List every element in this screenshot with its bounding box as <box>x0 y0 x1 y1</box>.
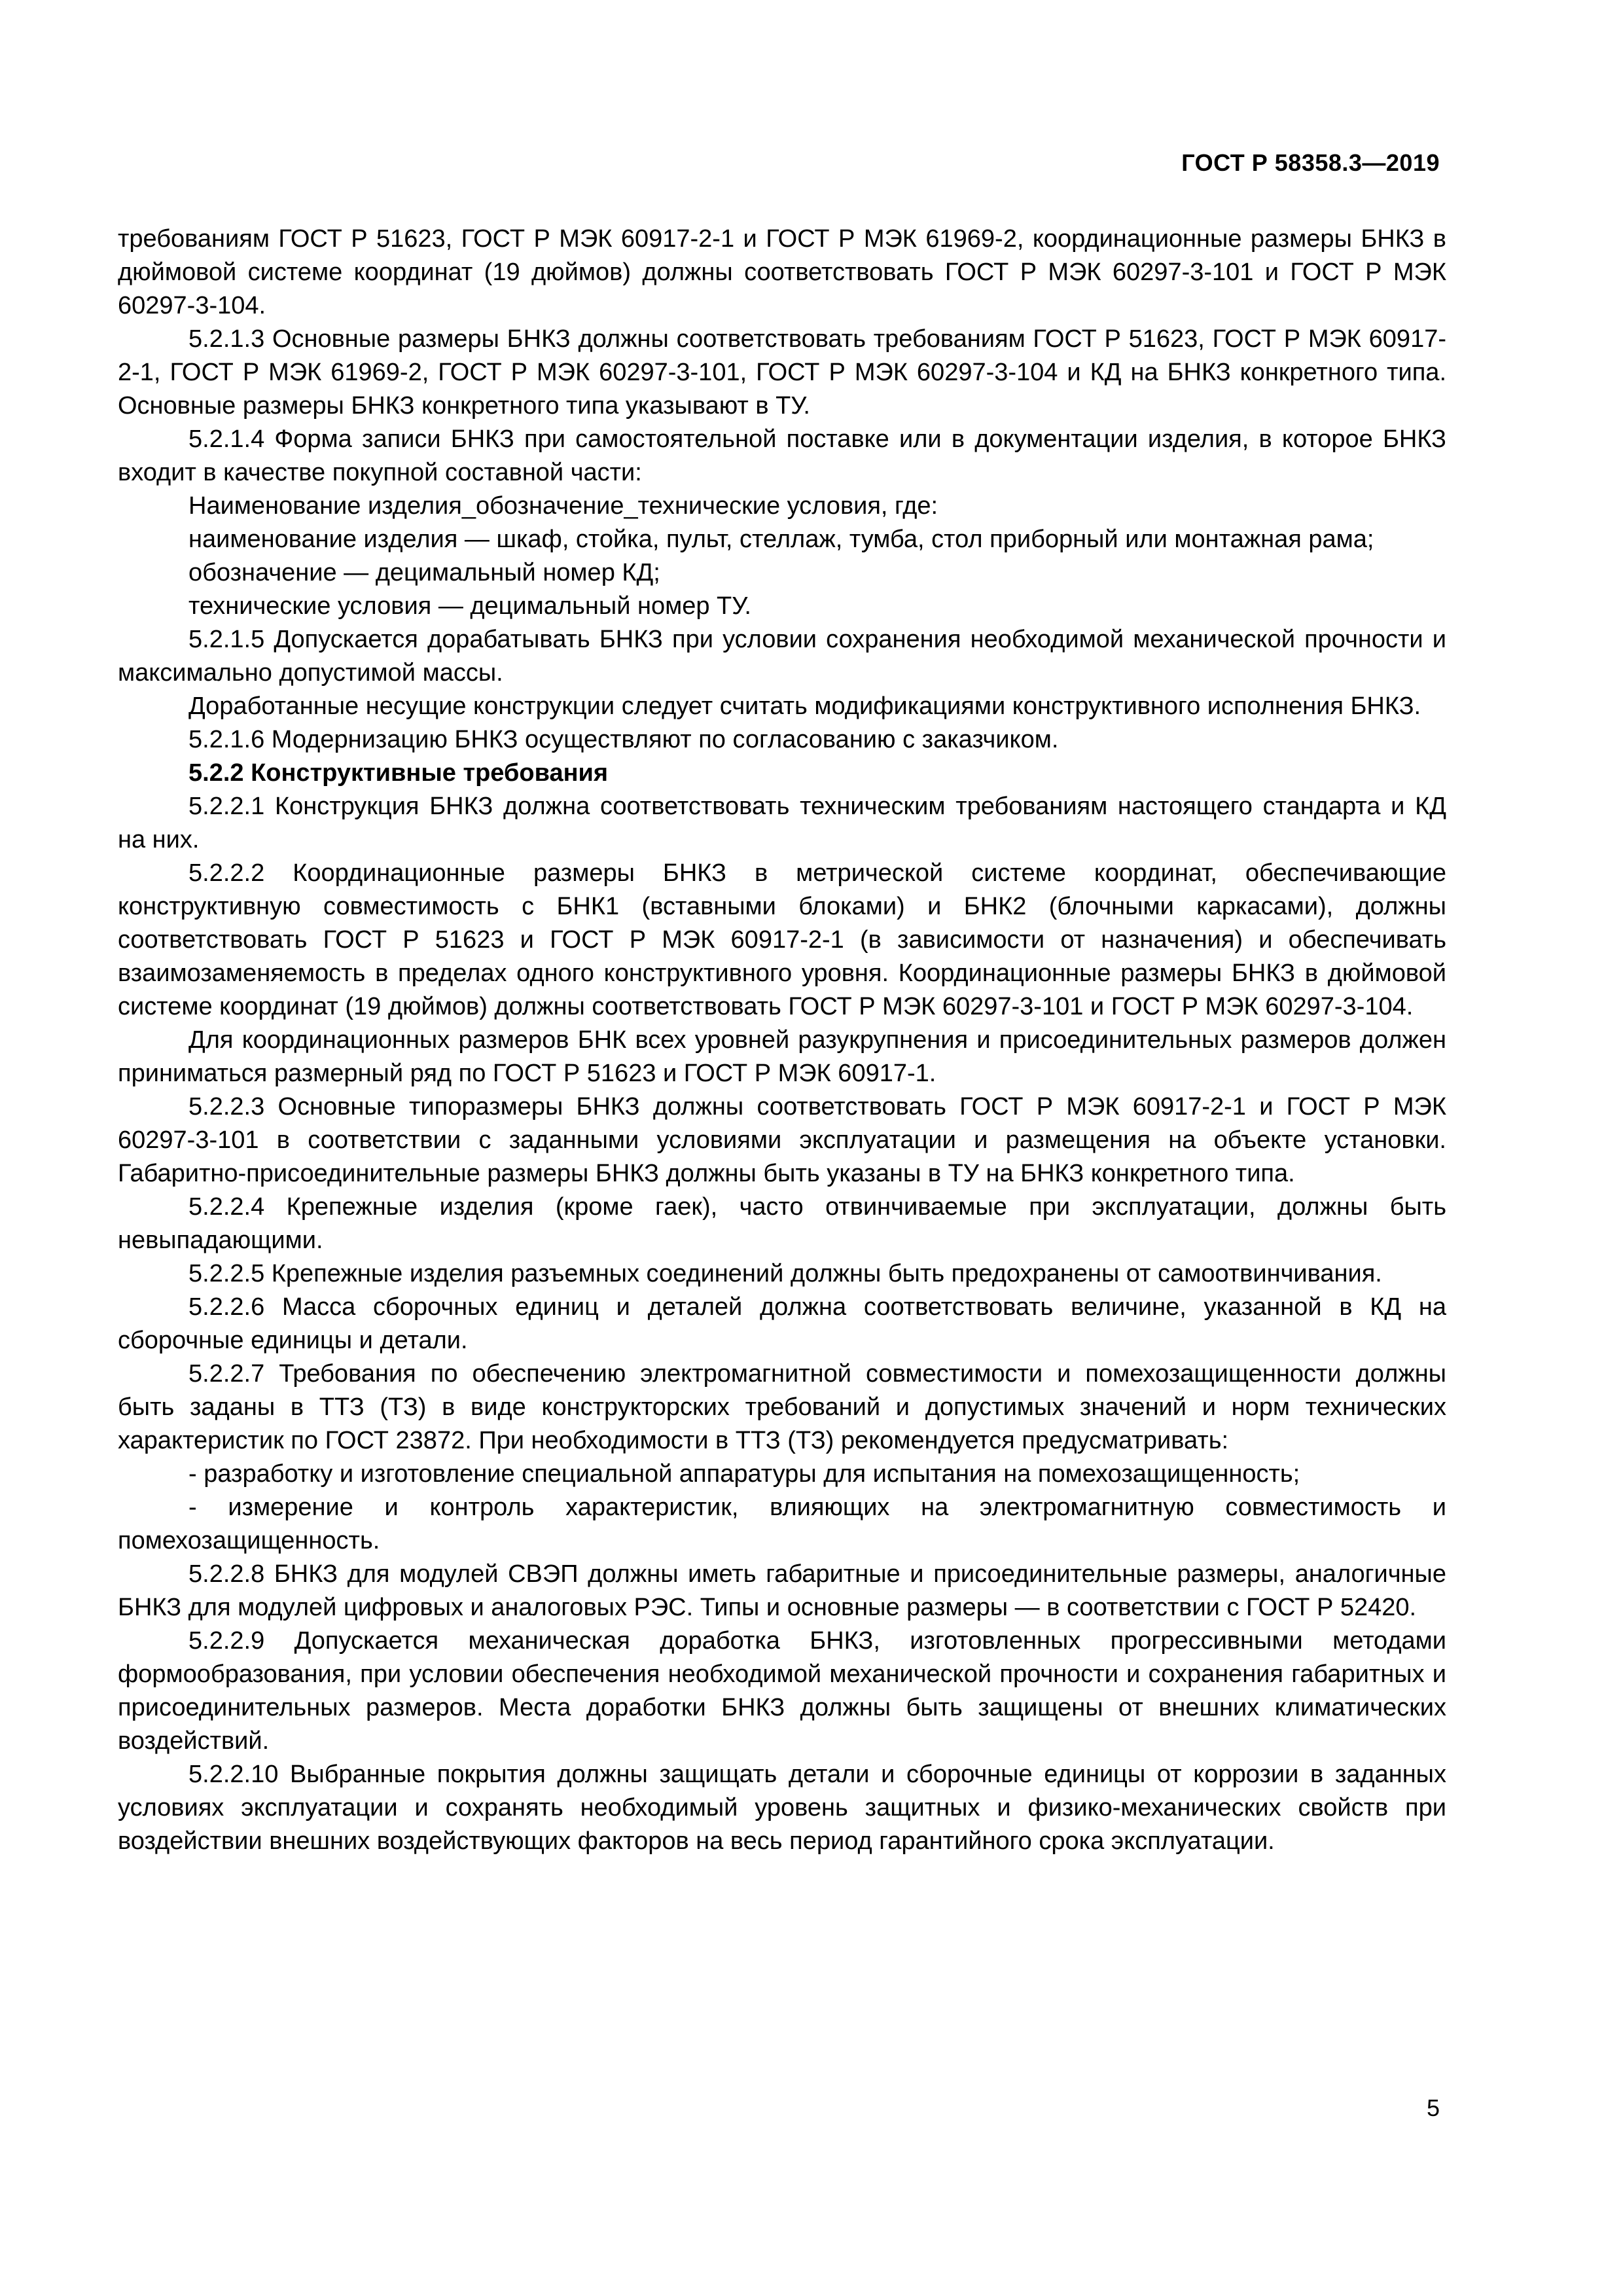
list-item: - разработку и изготовление специальной аппаратуры для испытания на помехозащищенность; <box>188 1460 1300 1488</box>
paragraph: наименование изделия — шкаф, стойка, пульт, стеллаж, тумба, стол приборный или монтажная рама; <box>188 526 1374 553</box>
document-body <box>118 223 1446 1858</box>
paragraph: 5.2.2.4 Крепежные изделия (кроме гаек), часто отвинчиваемые при эксплуатации, должны быть невыпадающими. <box>118 1193 1446 1254</box>
paragraph: обозначение — децимальный номер КД; <box>188 559 660 586</box>
paragraph: технические условия — децимальный номер ТУ. <box>188 592 751 620</box>
paragraph: 5.2.2.7 Требования по обеспечению электромагнитной совместимости и помехозащищенности должны быть заданы в ТТЗ (ТЗ) в виде конструкторских требований и допустимых значений и норм технических характеристик по ГОСТ 23872. При необходимости в ТТЗ (ТЗ) рекомендуется предусматривать: <box>118 1360 1446 1454</box>
document-code-header: ГОСТ Р 58358.3—2019 <box>1181 149 1440 176</box>
paragraph: Для координационных размеров БНК всех уровней разукрупнения и присоединительных размеров должен приниматься размерный ряд по ГОСТ Р 51623 и ГОСТ Р МЭК 60917-1. <box>118 1026 1446 1087</box>
paragraph: Доработанные несущие конструкции следует считать модификациями конструктивного исполнения БНКЗ. <box>188 692 1421 720</box>
paragraph: 5.2.2.3 Основные типоразмеры БНКЗ должны соответствовать ГОСТ Р МЭК 60917-2-1 и ГОСТ Р МЭК 60297-3-101 в соответствии с заданными условиями эксплуатации и размещения на объекте установки. Габаритно-присоединительные размеры БНКЗ должны быть указаны в ТУ на БНКЗ конкретного типа. <box>118 1093 1446 1187</box>
paragraph: 5.2.2.6 Масса сборочных единиц и деталей должна соответствовать величине, указанной в КД на сборочные единицы и детали. <box>118 1293 1446 1354</box>
paragraph: Наименование изделия_обозначение_технические условия, где: <box>188 492 938 520</box>
paragraph: 5.2.2.8 БНКЗ для модулей СВЭП должны иметь габаритные и присоединительные размеры, аналогичные БНКЗ для модулей цифровых и аналоговых РЭС. Типы и основные размеры — в соответствии с ГОСТ Р 52420. <box>118 1560 1446 1621</box>
page-number: 5 <box>1426 2094 1440 2121</box>
paragraph: 5.2.1.6 Модернизацию БНКЗ осуществляют по согласованию с заказчиком. <box>188 726 1059 753</box>
paragraph: 5.2.2.2 Координационные размеры БНКЗ в метрической системе координат, обеспечивающие конструктивную совместимость с БНК1 (вставными блоками) и БНК2 (блочными каркасами), должны соответствовать ГОСТ Р 51623 и ГОСТ Р МЭК 60917-2-1 (в зависимости от назначения) и обеспечивать взаимозаменяемость в пределах одного конструктивного уровня. Координационные размеры БНКЗ в дюймовой системе координат (19 дюймов) должны соответствовать ГОСТ Р МЭК 60297-3-101 и ГОСТ Р МЭК 60297-3-104. <box>118 859 1446 1020</box>
paragraph: 5.2.2.5 Крепежные изделия разъемных соединений должны быть предохранены от самоотвинчивания. <box>188 1260 1382 1287</box>
paragraph: 5.2.2.1 Конструкция БНКЗ должна соответствовать техническим требованиям настоящего стандарта и КД на них. <box>118 793 1446 853</box>
paragraph: 5.2.2.10 Выбранные покрытия должны защищать детали и сборочные единицы от коррозии в заданных условиях эксплуатации и сохранять необходимый уровень защитных и физико-механических свойств при воздействии внешних воздействующих факторов на весь период гарантийного срока эксплуатации. <box>118 1761 1446 1855</box>
paragraph: 5.2.1.3 Основные размеры БНКЗ должны соответствовать требованиям ГОСТ Р 51623, ГОСТ Р МЭК 60917-2-1, ГОСТ Р МЭК 61969-2, ГОСТ Р МЭК 60297-3-101, ГОСТ Р МЭК 60297-3-104 и КД на БНКЗ конкретного типа. Основные размеры БНКЗ конкретного типа указывают в ТУ. <box>118 325 1446 420</box>
paragraph: 5.2.1.4 Форма записи БНКЗ при самостоятельной поставке или в документации изделия, в которое БНКЗ входит в качестве покупной составной части: <box>118 425 1446 486</box>
paragraph: 5.2.2.9 Допускается механическая доработка БНКЗ, изготовленных прогрессивными методами формообразования, при условии обеспечения необходимой механической прочности и сохранения габаритных и присоединительных размеров. Места доработки БНКЗ должны быть защищены от внешних климатических воздействий. <box>118 1627 1446 1755</box>
paragraph: требованиям ГОСТ Р 51623, ГОСТ Р МЭК 60917-2-1 и ГОСТ Р МЭК 61969-2, координационные размеры БНКЗ в дюймовой системе координат (19 дюймов) должны соответствовать ГОСТ Р МЭК 60297-3-101 и ГОСТ Р МЭК 60297-3-104. <box>118 225 1446 319</box>
section-heading: 5.2.2 Конструктивные требования <box>188 759 609 787</box>
paragraph: 5.2.1.5 Допускается дорабатывать БНКЗ при условии сохранения необходимой механической прочности и максимально допустимой массы. <box>118 626 1446 687</box>
list-item: - измерение и контроль характеристик, влияющих на электромагнитную совместимость и помехозащищенность. <box>118 1494 1446 1554</box>
